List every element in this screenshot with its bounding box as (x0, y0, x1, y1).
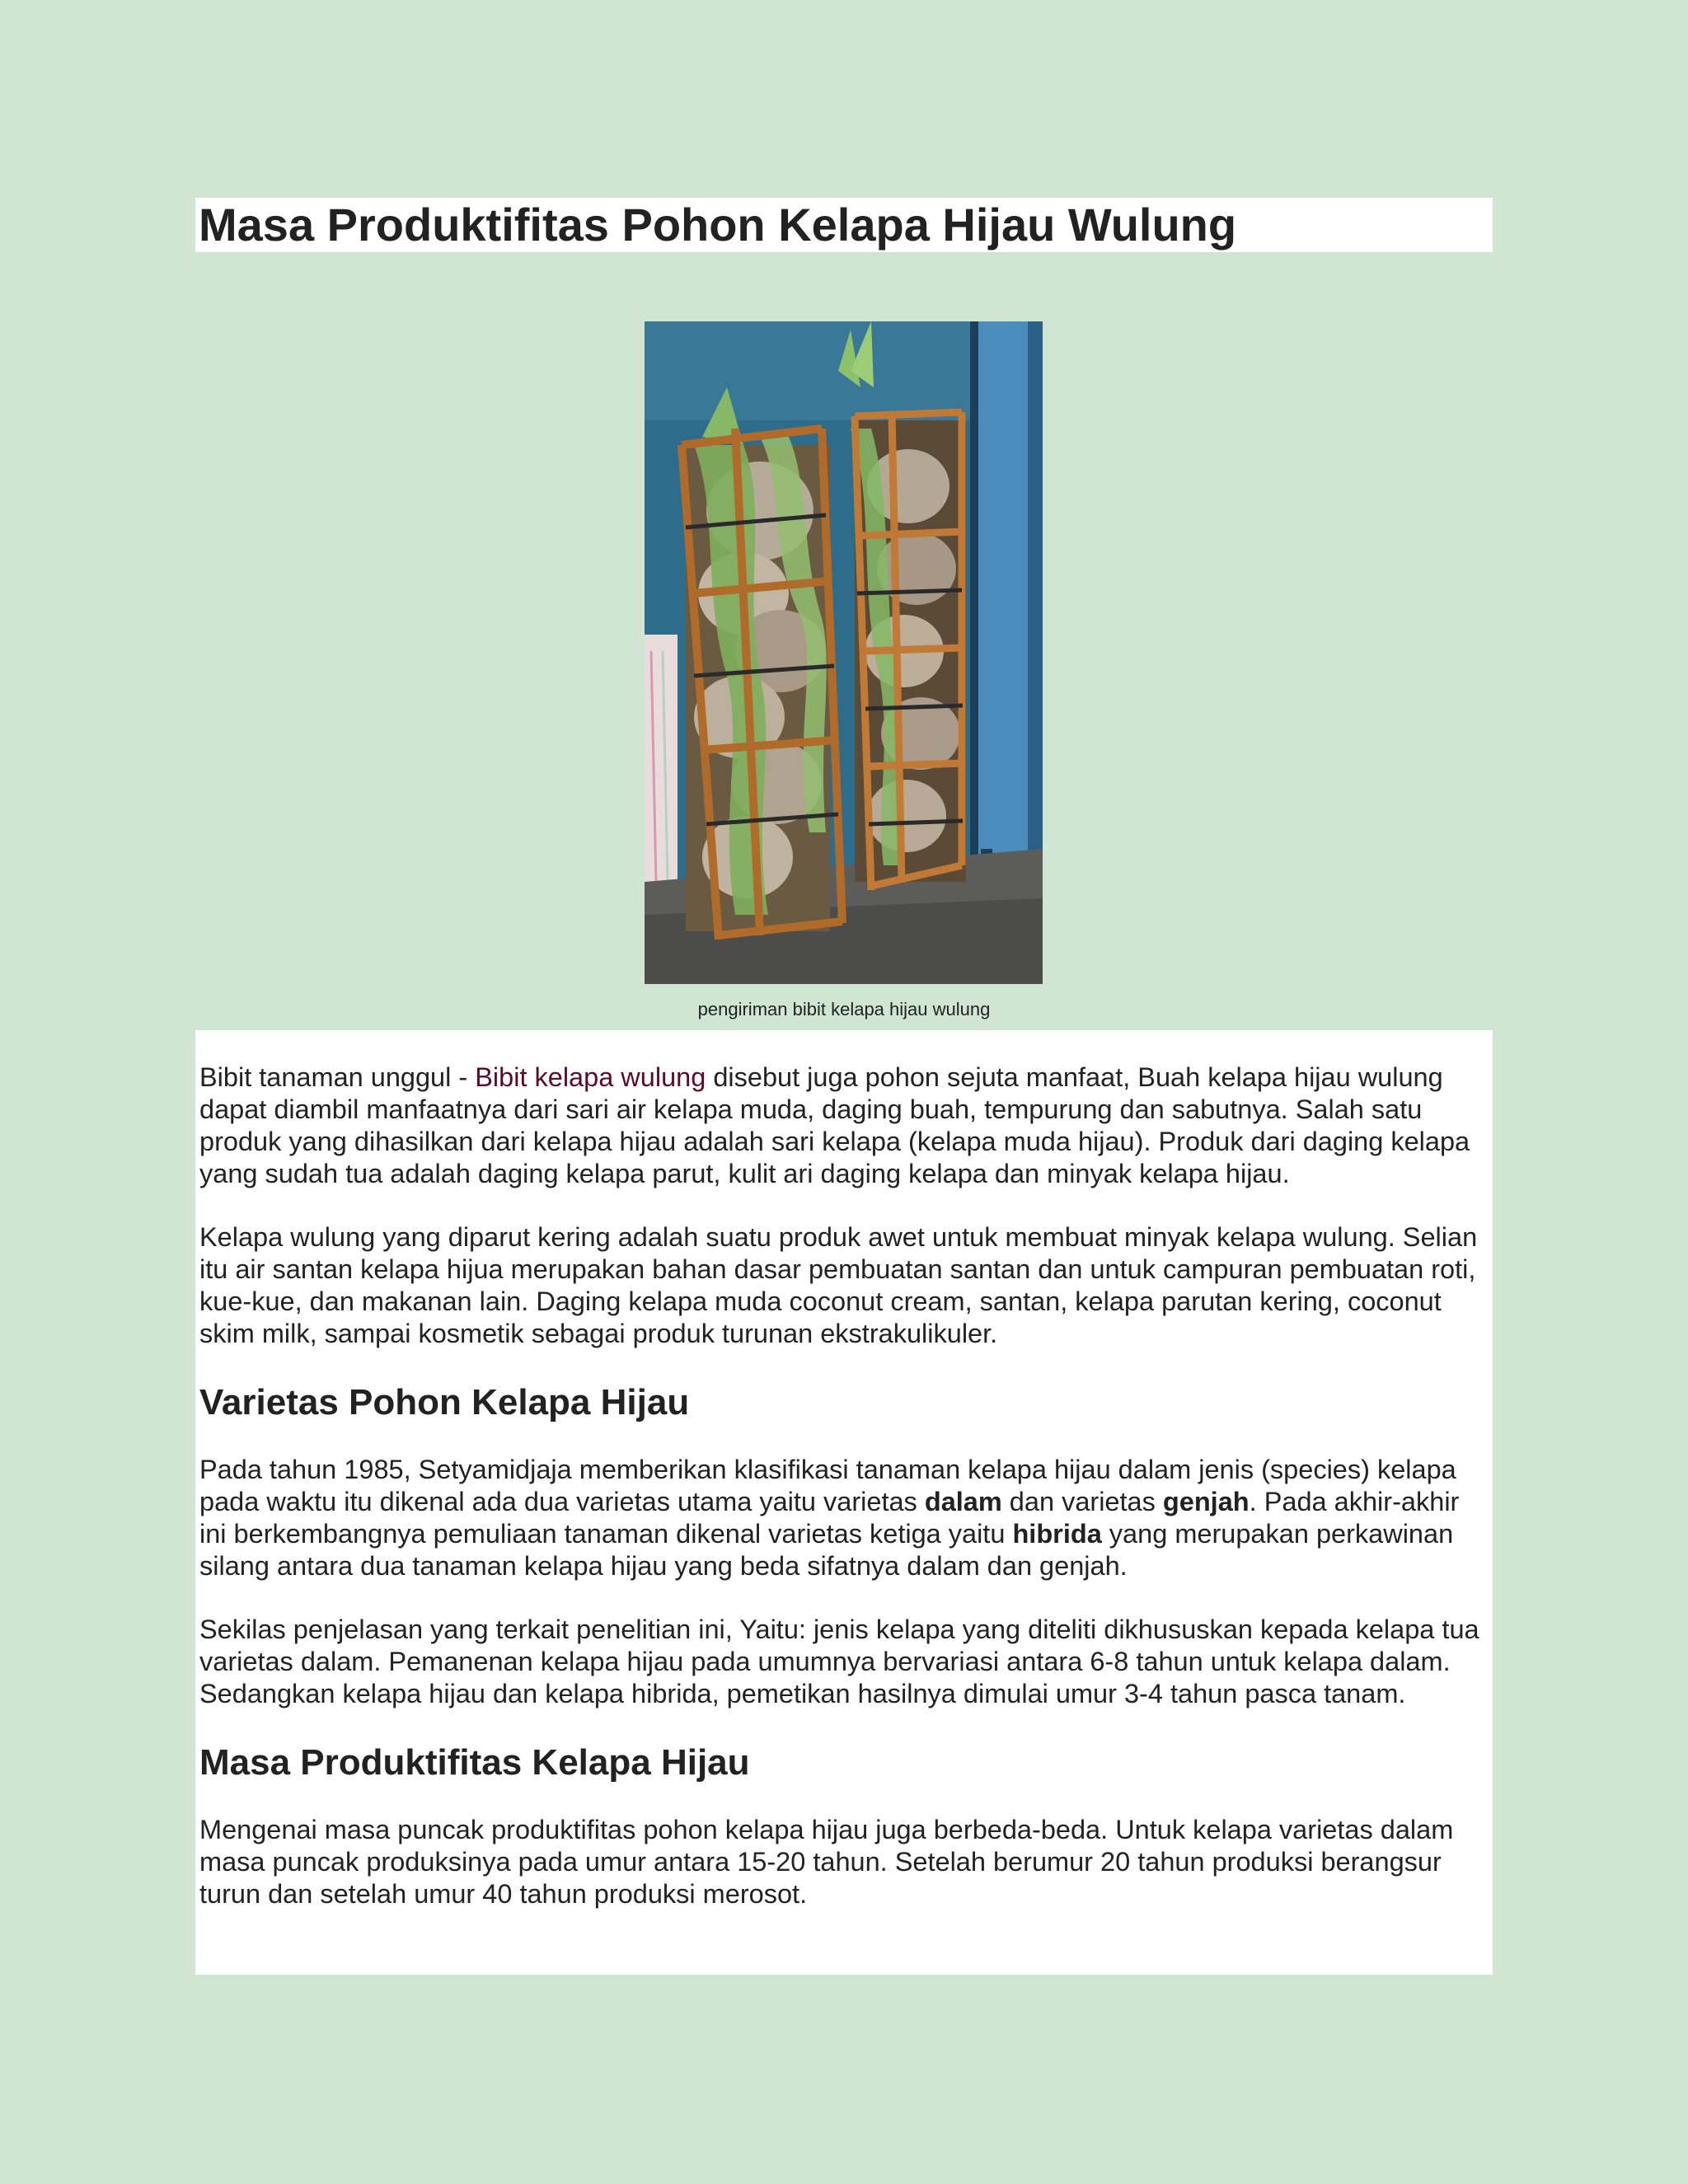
bibit-kelapa-wulung-link[interactable]: Bibit kelapa wulung (475, 1062, 706, 1092)
heading-varietas: Varietas Pohon Kelapa Hijau (199, 1382, 690, 1422)
intro-text-end: disebut juga pohon sejuta manfaat, Buah kelapa hijau wulung dapat diambil manfaatnya dari sari air kelapa muda, daging buah, tempurung dan sabutnya. Salah satu produk yang dihasilkan dari kelapa hijau adalah sari kelapa (kelapa muda hijau). Produk dari daging kelapa yang sudah tua adalah daging kelapa parut, kulit ari daging kelapa dan minyak kelapa hijau. (199, 1062, 1470, 1188)
varietas-hibrida-bold: hibrida (1012, 1519, 1102, 1549)
intro-text-start: Bibit tanaman unggul - (199, 1062, 476, 1092)
paragraph-penelitian: Sekilas penjelasan yang terkait penelitian ini, Yaitu: jenis kelapa yang diteliti dikhususkan kepada kelapa tua varietas dalam. Pemanenan kelapa hijau pada umumnya bervariasi antara 6-8 tahun untuk kelapa dalam. Sedangkan kelapa hijau dan kelapa hibrida, pemetikan hasilnya dimulai umur 3-4 tahun pasca tanam. (199, 1615, 1479, 1708)
varietas-text-1: Pada tahun 1985, Setyamidjaja memberikan klasifikasi tanaman kelapa hijau dalam jenis (species) kelapa pada waktu itu dikenal ada dua varietas utama yaitu varietas (199, 1455, 1456, 1516)
varietas-genjah-bold: genjah (1162, 1487, 1250, 1516)
paragraph-kelapa-wulung: Kelapa wulung yang diparut kering adalah suatu produk awet untuk membuat minyak kelapa wulung. Selian itu air santan kelapa hijua merupakan bahan dasar pembuatan santan dan untuk campuran pembuatan roti, kue-kue, dan makanan lain. Daging kelapa muda coconut cream, santan, kelapa parutan kering, coconut skim milk, sampai kosmetik sebagai produk turunan ekstrakulikuler. (199, 1222, 1478, 1348)
page-title: Masa Produktifitas Pohon Kelapa Hijau Wulung (199, 199, 1237, 251)
varietas-text-2: dan varietas (1001, 1487, 1163, 1516)
title-bar (195, 198, 1493, 252)
varietas-text-4: yang merupakan perkawinan silang antara dua tanaman kelapa hijau yang beda sifatnya dalam dan genjah. (199, 1519, 1454, 1581)
varietas-dalam-bold: dalam (924, 1487, 1002, 1516)
coconut-seedling-crates-photo (645, 321, 1043, 984)
intro-paragraph (199, 1062, 1489, 1190)
paragraph-varietas (199, 1454, 1489, 1582)
heading-masa-produktifitas: Masa Produktifitas Kelapa Hijau (199, 1742, 750, 1783)
paragraph-masa-produktifitas: Mengenai masa puncak produktifitas pohon kelapa hijau juga berbeda-beda. Untuk kelapa varietas dalam masa puncak produksinya pada umur antara 15-20 tahun. Setelah berumur 20 tahun produksi berangsur turun dan setelah umur 40 tahun produksi merosot. (199, 1815, 1454, 1909)
article-photo (645, 321, 1043, 984)
article-body (195, 1030, 1493, 1975)
photo-caption: pengiriman bibit kelapa hijau wulung (697, 999, 991, 1019)
varietas-text-3: . Pada akhir-akhir ini berkembangnya pemuliaan tanaman dikenal varietas ketiga yaitu (199, 1487, 1460, 1549)
